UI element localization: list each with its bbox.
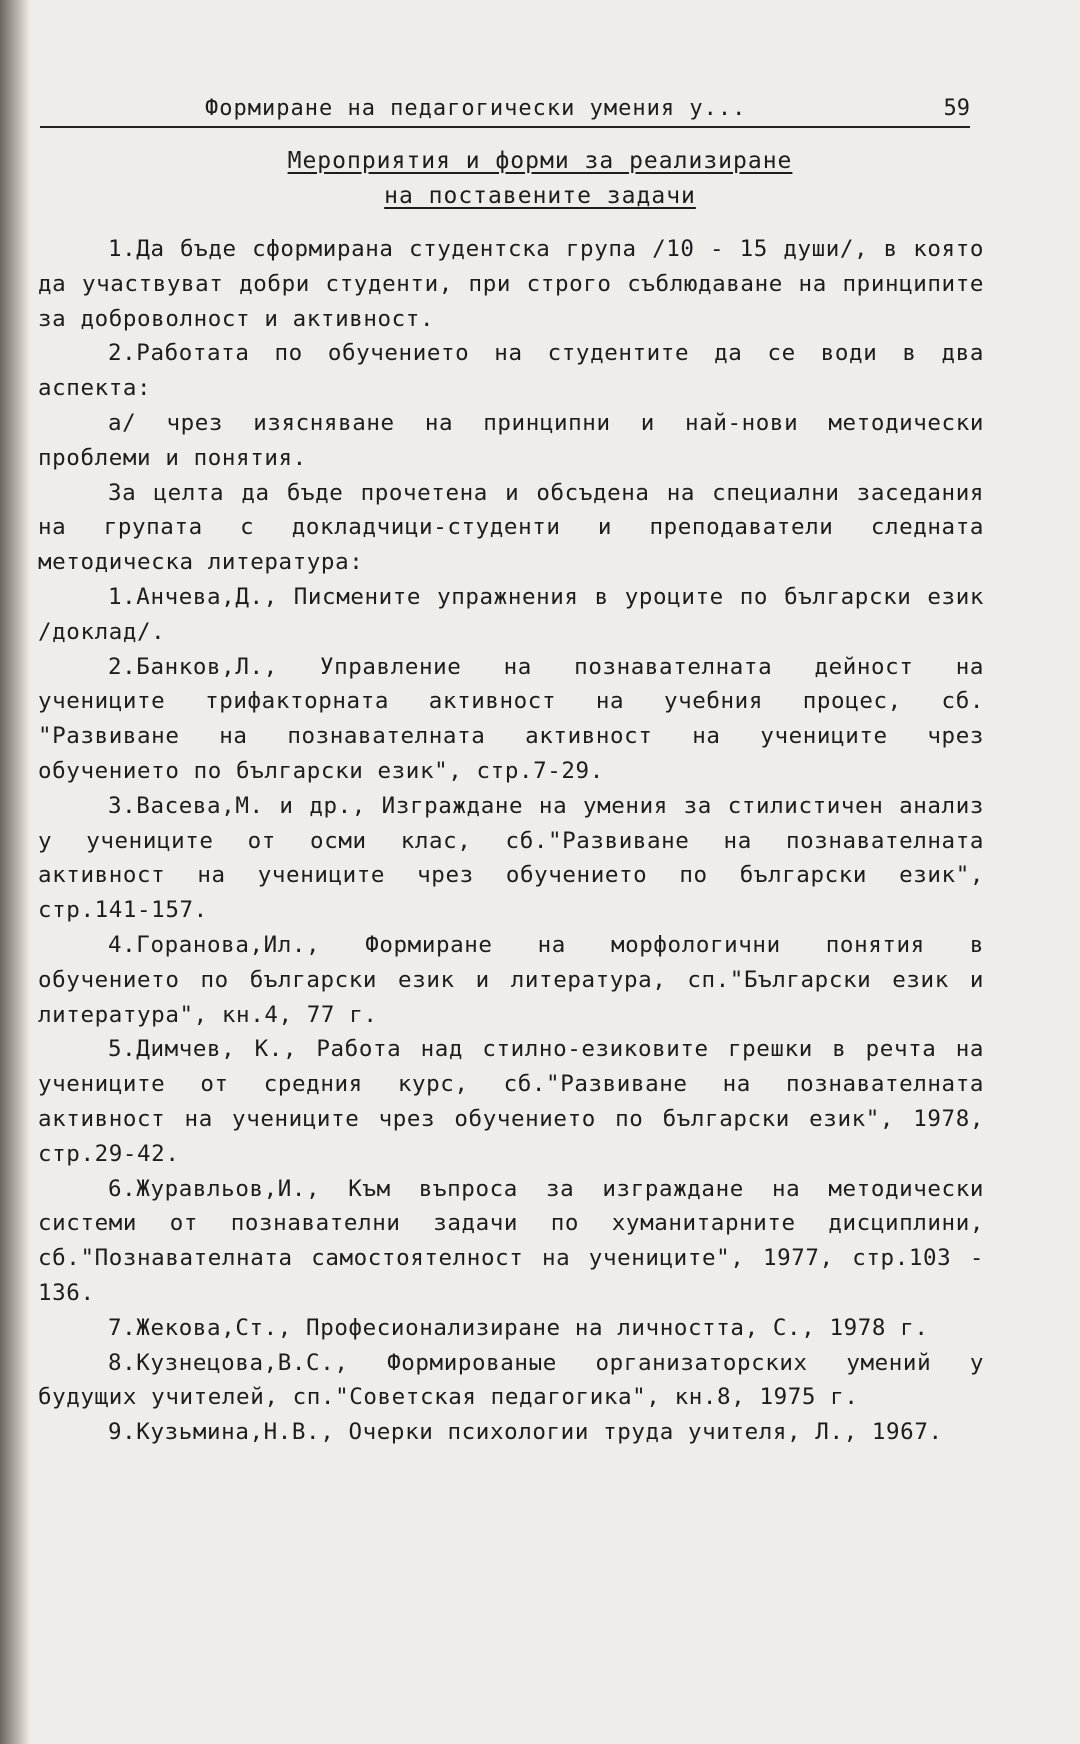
page-number: 59	[943, 96, 970, 121]
reference-item: 9.Кузьмина,Н.В., Очерки психологии труда учителя, Л., 1967.	[108, 1419, 943, 1446]
reference-item: 3.Васева,М. и др., Изграждане на умения за стилистичен анализ у учениците от осми клас, сб."Развиване на познавателната активност на учениците чрез обучението по български език", стр.141-157.	[38, 792, 984, 924]
paragraph-task-2: 2.Работата по обучението на студентите да се води в два аспекта:	[38, 340, 984, 402]
paragraph-aspect-a: а/ чрез изясняване на принципни и най-нови методически проблеми и понятия.	[38, 409, 984, 471]
paragraph-task-1: 1.Да бъде сформирана студентска група /10 - 15 души/, в която да участвуват добри студенти, при строго съблюдаване на принципите за доброволност и активност.	[38, 236, 984, 332]
paragraph-literature-intro: За целта да бъде прочетена и обсъдена на специални заседания на групата с докладчици-студенти и преподаватели следната методическа литература:	[38, 479, 984, 576]
reference-item: 8.Кузнецова,В.С., Формированые организаторских умений у будущих учителей, сп."Советская педагогика", кн.8, 1975 г.	[38, 1349, 984, 1411]
reference-item: 5.Димчев, К., Работа над стилно-езиковите грешки в речта на учениците от средния курс, сб."Развиване на познавателната активност на учениците чрез обучението по български език", 1978, стр.29-42.	[38, 1036, 984, 1167]
reference-item: 4.Горанова,Ил., Формиране на морфологични понятия в обучението по български език и литература, сп."Български език и литература", кн.4, 77 г.	[38, 931, 984, 1028]
book-spine-shadow	[0, 0, 30, 1744]
reference-item: 7.Жекова,Ст., Професионализиране на личността, С., 1978 г.	[108, 1314, 929, 1341]
reference-item: 1.Анчева,Д., Писмените упражнения в уроците по български език /доклад/.	[38, 583, 984, 645]
section-heading-line-2: на поставените задачи	[384, 183, 696, 209]
running-header	[40, 92, 970, 128]
running-header-title: Формиране на педагогически умения у...	[205, 96, 747, 121]
section-heading-line-1: Мероприятия и форми за реализиране	[287, 148, 793, 174]
reference-item: 2.Банков,Л., Управление на познавателната дейност на учениците трифакторната активност на учебния процес, сб. "Развиване на познавателната активност на учениците чрез обучението по български език", стр.7-29.	[38, 653, 984, 784]
body-text	[38, 232, 984, 1450]
reference-item: 6.Журавльов,И., Към въпроса за изграждане на методически системи от познавателни задачи по хуманитарните дисциплини, сб."Познавателната самостоятелност на учениците", 1977, стр.103 - 136.	[38, 1175, 984, 1306]
